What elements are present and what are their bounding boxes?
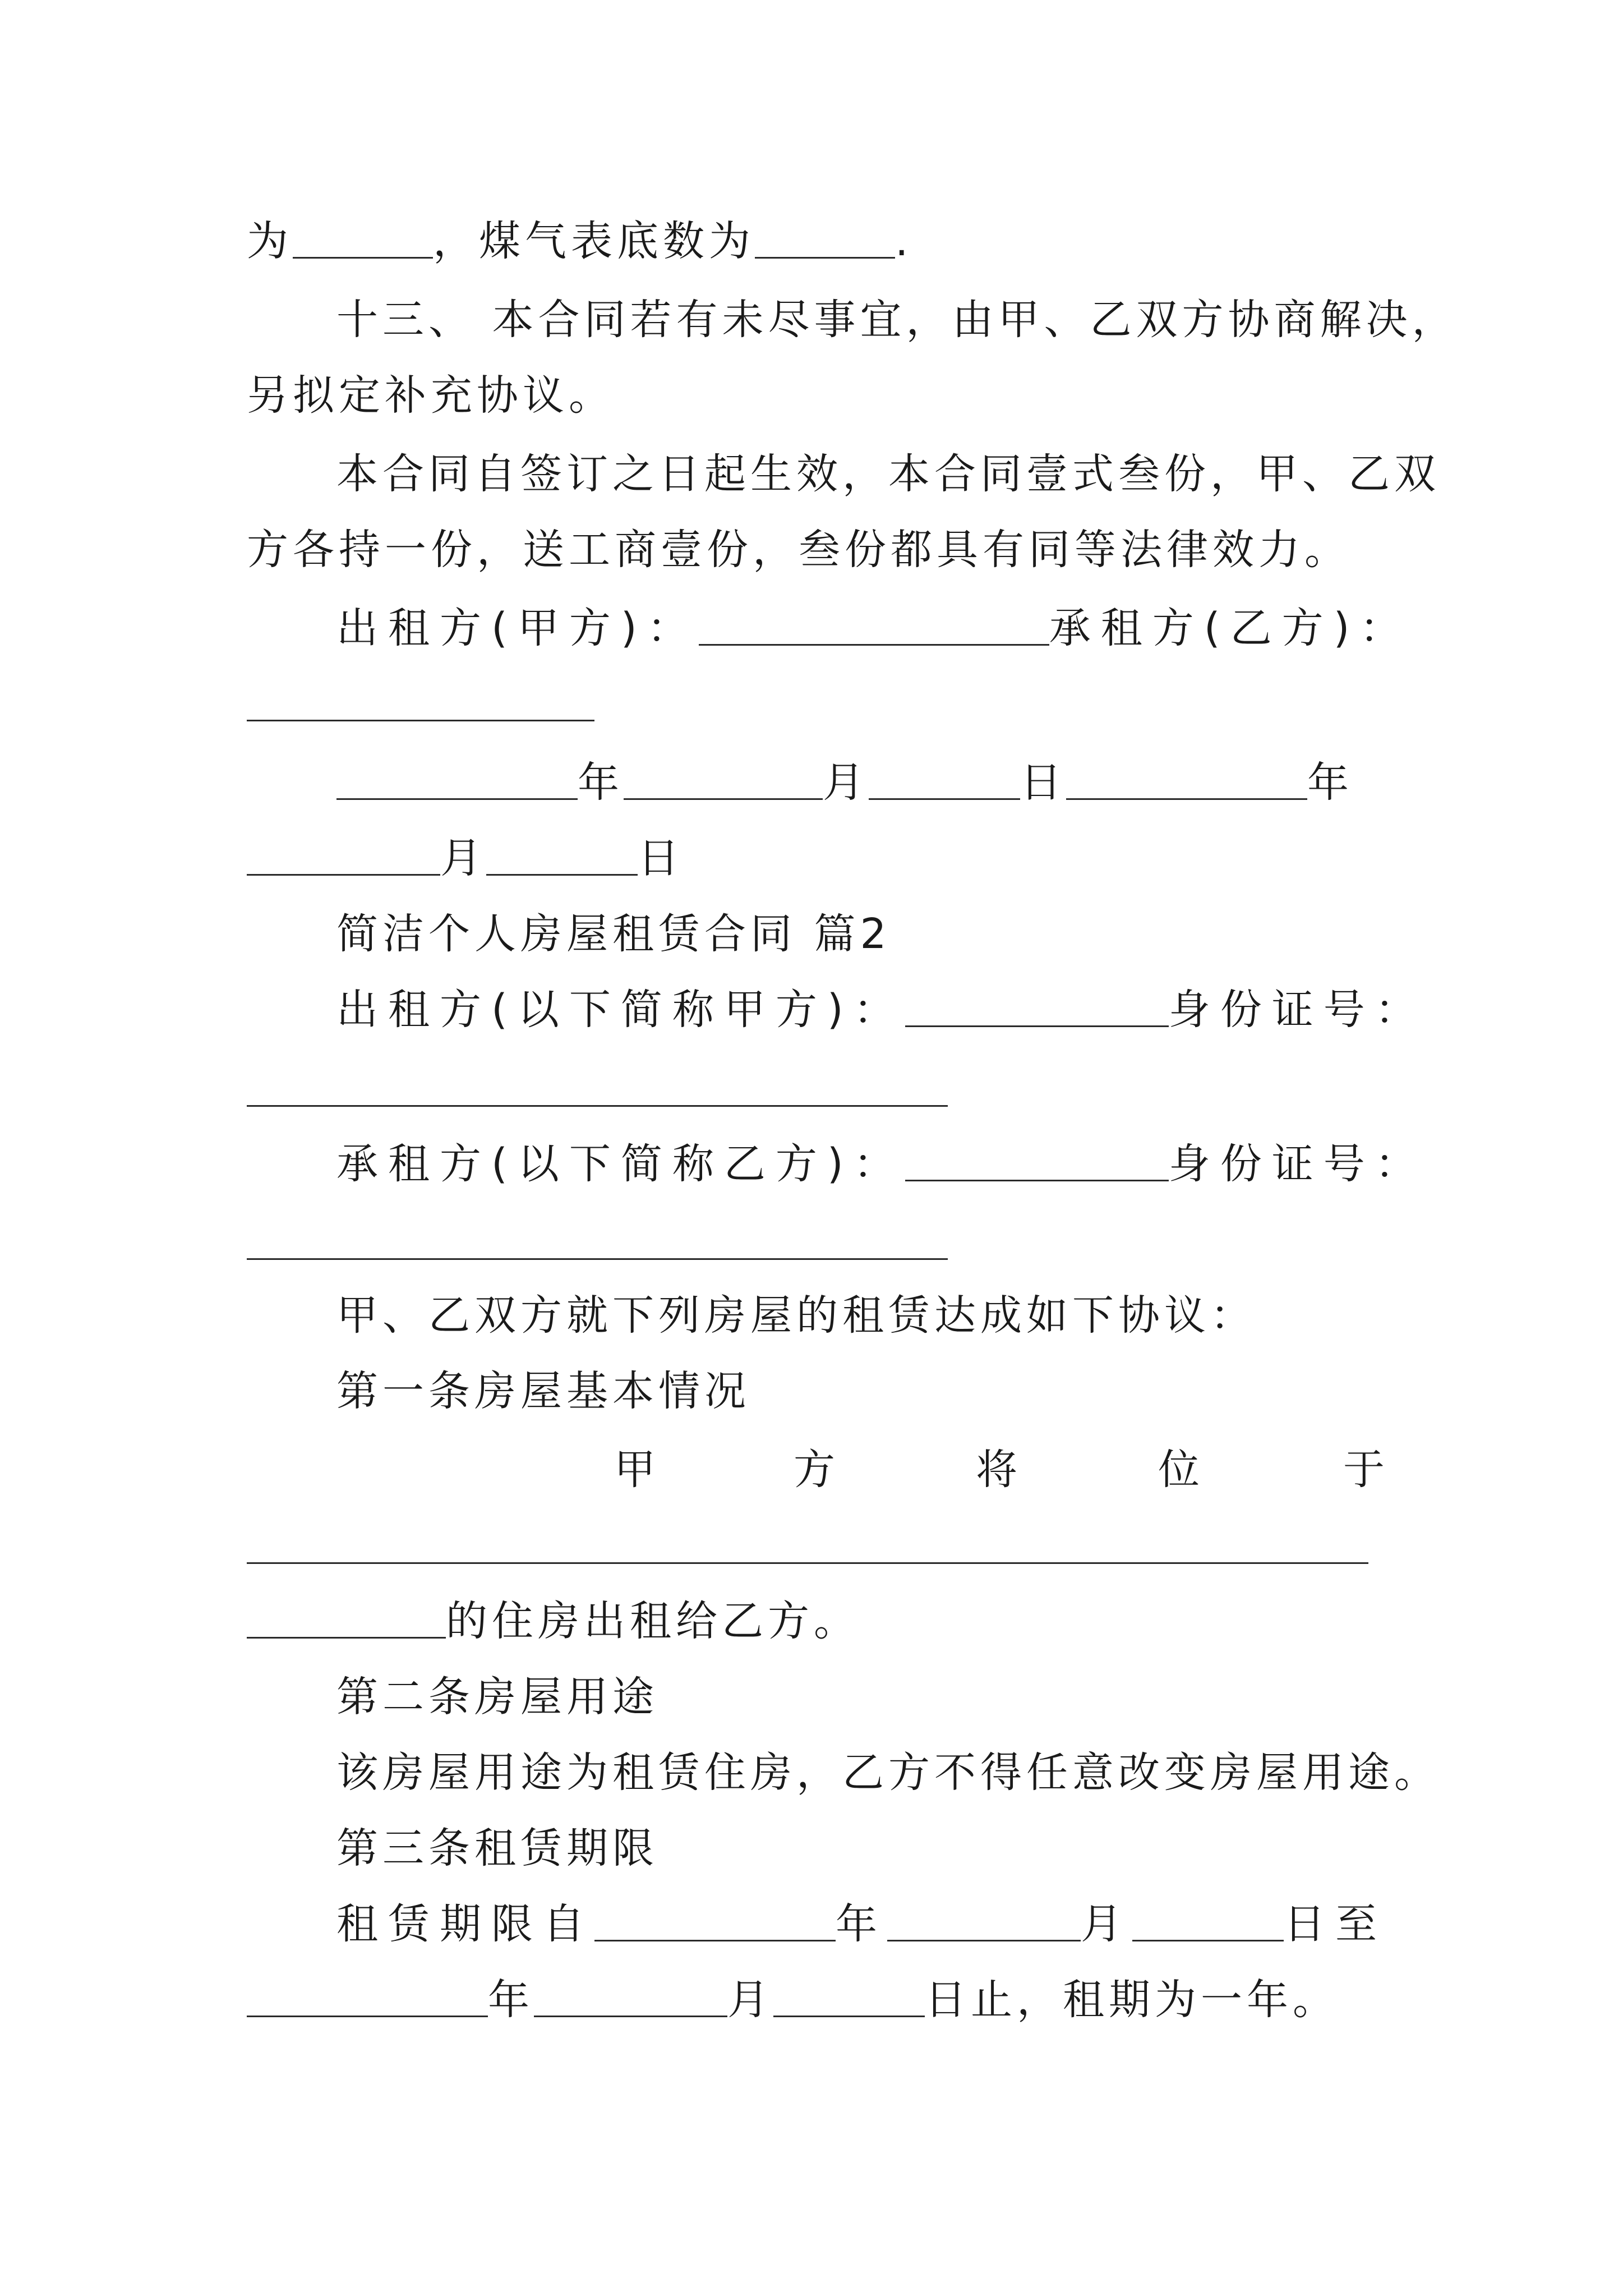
year-label: 年 <box>836 1900 887 1948</box>
rent-out-line <box>247 1593 860 1649</box>
text: 为 <box>247 217 293 265</box>
year-label: 年 <box>578 758 624 807</box>
spread-char: 方 <box>794 1446 835 1494</box>
lessee-signature-field[interactable] <box>247 720 594 721</box>
id-label: 身份证号： <box>1168 986 1427 1034</box>
lessor-name-field[interactable] <box>905 982 1169 1027</box>
effect-line1: 本合同自签订之日起生效，本合同壹式叁份，甲、乙双 <box>336 450 1440 498</box>
date-line2 <box>247 830 684 886</box>
day-label: 日 <box>1020 758 1066 807</box>
term-line2 <box>247 1972 1339 2028</box>
text: 的住房出租给乙方。 <box>446 1597 860 1645</box>
signature-line <box>336 600 1412 656</box>
day-field[interactable] <box>773 1972 925 2017</box>
clause-13-line2: 另拟定补充协议。 <box>247 371 615 420</box>
text: . <box>895 217 913 265</box>
clause-13-line1: 十三、 本合同若有未尽事宜，由甲、乙双方协商解决， <box>336 296 1458 344</box>
blank-field[interactable] <box>293 213 433 259</box>
text: ，煤气表底数为 <box>433 217 755 265</box>
date-line1 <box>336 754 1353 811</box>
spread-char: 甲 <box>614 1446 656 1494</box>
term-end-text: 日止，租期为一年。 <box>925 1976 1339 2024</box>
spread-char: 于 <box>1343 1446 1385 1494</box>
lessee-line <box>336 1136 1427 1192</box>
article-2-heading: 第二条房屋用途 <box>336 1673 658 1721</box>
year-field[interactable] <box>594 1896 836 1941</box>
spread-char: 位 <box>1158 1446 1200 1494</box>
month-field[interactable] <box>534 1972 727 2017</box>
blank-field[interactable] <box>755 213 895 259</box>
term-label: 租赁期限自 <box>336 1900 594 1948</box>
id-label: 身份证号： <box>1168 1140 1427 1188</box>
lessee-id-field[interactable] <box>247 1258 948 1260</box>
article-3-heading: 第三条租赁期限 <box>336 1824 658 1872</box>
lessee-label: 承租方(乙方)： <box>1049 604 1412 652</box>
day-field[interactable] <box>869 754 1020 800</box>
month-label: 月 <box>823 758 869 807</box>
blank-field[interactable] <box>247 1593 446 1639</box>
month-field[interactable] <box>624 754 823 800</box>
lessor-signature-field[interactable] <box>699 600 1049 646</box>
article-1-heading: 第一条房屋基本情况 <box>336 1367 750 1415</box>
spread-char: 将 <box>976 1446 1017 1494</box>
year-label: 年 <box>1307 758 1353 807</box>
month-label: 月 <box>440 834 486 882</box>
day-to-label: 日至 <box>1284 1900 1387 1948</box>
lessor-line <box>336 982 1427 1038</box>
lessor-label: 出租方(以下简称甲方)： <box>336 986 905 1034</box>
section-heading: 简洁个人房屋租赁合同 篇2 <box>336 910 891 958</box>
month-field[interactable] <box>247 830 440 876</box>
effect-line2: 方各持一份，送工商壹份，叁份都具有同等法律效力。 <box>247 526 1350 574</box>
meter-reading-line <box>247 213 913 269</box>
month-field[interactable] <box>887 1896 1081 1941</box>
lessor-label: 出租方(甲方)： <box>336 604 699 652</box>
lessor-id-field[interactable] <box>247 1105 948 1107</box>
address-field[interactable] <box>247 1562 1368 1564</box>
day-label: 日 <box>638 834 684 882</box>
year-field[interactable] <box>1066 754 1307 800</box>
month-label: 月 <box>727 1976 773 2024</box>
lessee-name-field[interactable] <box>905 1136 1169 1181</box>
year-field[interactable] <box>336 754 578 800</box>
day-field[interactable] <box>1132 1896 1284 1941</box>
year-label: 年 <box>488 1976 534 2024</box>
day-field[interactable] <box>486 830 638 876</box>
lessee-label: 承租方(以下简称乙方)： <box>336 1140 905 1188</box>
year-field[interactable] <box>247 1972 488 2017</box>
usage-clause: 该房屋用途为租赁住房，乙方不得任意改变房屋用途。 <box>336 1749 1440 1797</box>
term-line1 <box>336 1896 1387 1952</box>
agreement-intro: 甲、乙双方就下列房屋的租赁达成如下协议： <box>336 1291 1256 1340</box>
month-label: 月 <box>1081 1900 1132 1948</box>
